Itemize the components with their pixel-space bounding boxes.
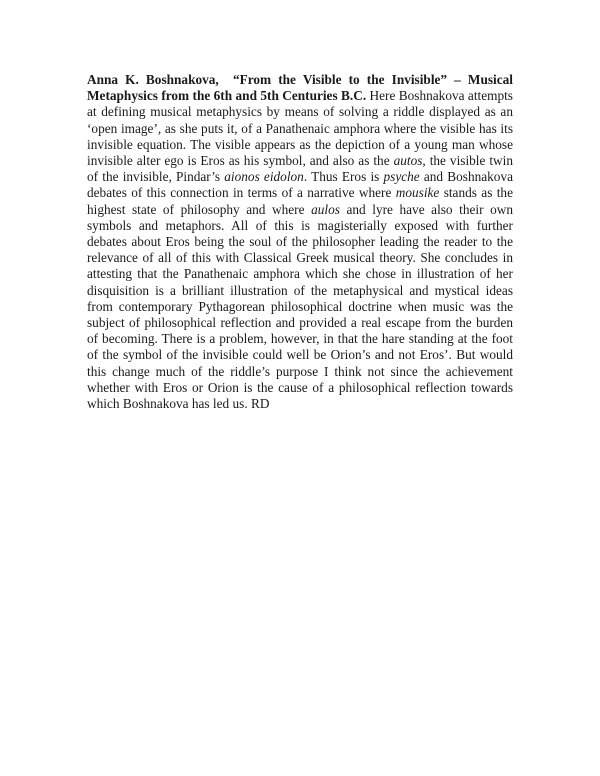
review-text: Here Boshnakova attempts at defining musical metaphysics by means of solving a riddle displayed as an ‘open image’, as she puts it, of a Panathenaic amphora where the visible has its invisible equation. The visible appears as the depiction of a young man whose invisible alter ego is Eros as his symbol, and also as the (87, 88, 513, 169)
review-text: and lyre have also their own symbols and metaphors. All of this is magisterially exposed with further debates about Eros being the soul of the philosopher leading the reader to the relevance of all of this with Classical Greek musical theory. She concludes in attesting that the Panathenaic amphora which she chose in illustration of her disquisition is a brilliant illustration of the metaphysical and mystical ideas from contemporary Pythagorean philosophical doctrine when music was the subject of philosophical reflection and provided a real escape from the burden of becoming. There is a problem, however, in that the hare standing at the foot of the symbol of the invisible could well be Orion’s and not Eros’. But would this change much of the riddle’s purpose I think not since the achievement whether with Eros or Orion is the cause of a philosophical reflection towards which Boshnakova has led us. RD (87, 201, 513, 412)
review-title: “From the Visible to the Invisible” – Musical Metaphysics from the 6th and 5th Centuries B.C. (87, 72, 513, 104)
review-author: Anna K. Boshnakova, (87, 72, 219, 87)
term-aulos: aulos (311, 201, 340, 217)
term-aionos-eidolon: aionos eidolon (224, 169, 304, 185)
review-text: , the visible twin of the invisible, Pindar’s (87, 153, 513, 185)
review-paragraph (87, 72, 513, 412)
review-text: and Boshnakova debates of this connection in terms of a narrative where (87, 169, 513, 201)
term-psyche: psyche (383, 169, 420, 185)
term-mousike: mousike (395, 185, 440, 201)
term-autos: autos (393, 153, 423, 169)
review-text: stands as the highest state of philosophy and where (87, 185, 513, 217)
review-text: . Thus Eros is (303, 169, 384, 185)
